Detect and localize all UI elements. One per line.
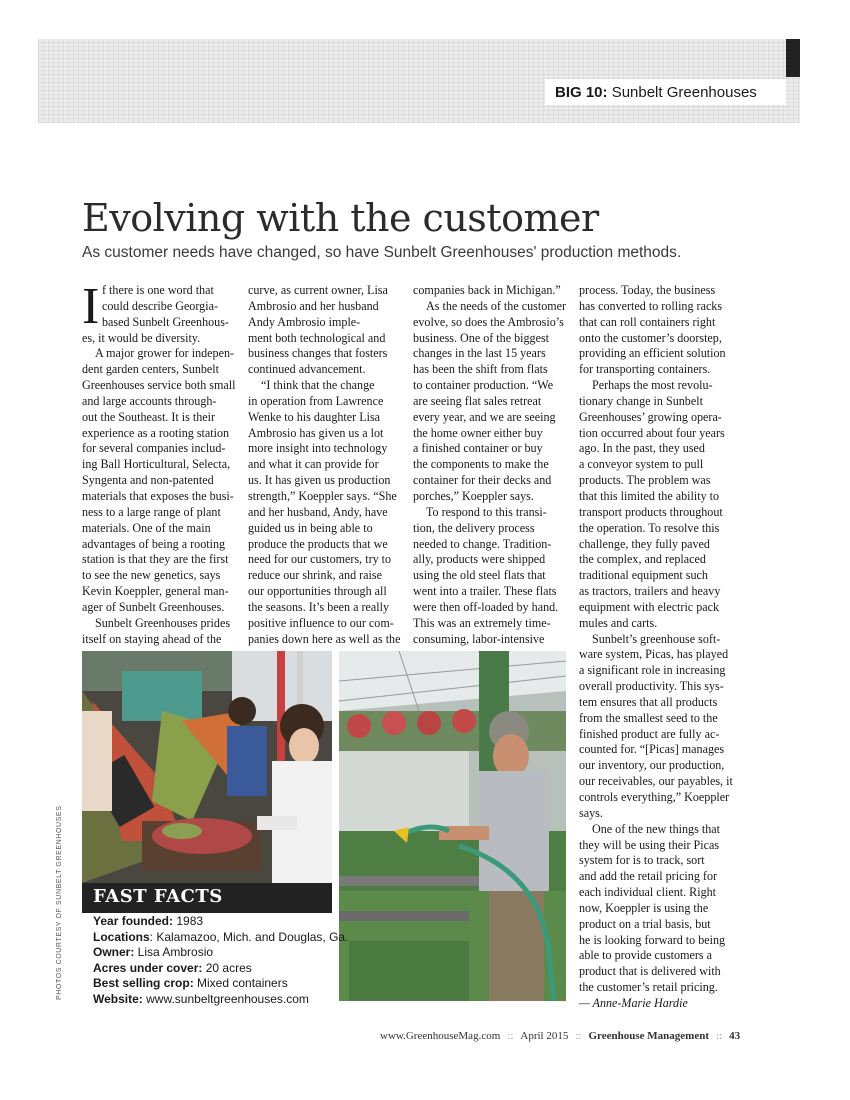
footer-separator: :: — [575, 1030, 582, 1042]
body-text-line: tionary change in Sunbelt — [579, 393, 703, 408]
body-text-line: changes in the last 15 years — [413, 346, 546, 361]
header-accent-block — [786, 39, 800, 77]
body-text-line: porches,” Koeppler says. — [413, 488, 534, 503]
body-text-line: reduce our shrink, and raise — [248, 568, 382, 583]
body-text-line: Greenhouses’ growing opera- — [579, 409, 722, 424]
fact-label: Owner: — [93, 945, 135, 959]
footer-url[interactable]: www.GreenhouseMag.com — [380, 1030, 501, 1042]
fact-best-crop — [93, 976, 348, 992]
body-text-line: itself on staying ahead of the — [82, 631, 222, 646]
fact-label: Locations — [93, 929, 150, 944]
body-text-line: a significant role in increasing — [579, 663, 726, 678]
body-text-line: Andy Ambrosio imple- — [248, 314, 361, 329]
body-text-line: for transporting containers. — [579, 362, 711, 377]
body-text-line: are seeing flat sales retreat — [413, 393, 542, 408]
body-text-line: One of the new things that — [592, 821, 720, 836]
big10-name: Sunbelt Greenhouses — [611, 84, 757, 101]
body-text-line: — Anne-Marie Hardie — [579, 995, 688, 1010]
drop-cap: I — [82, 278, 100, 335]
big10-prefix: BIG 10: — [555, 84, 608, 101]
fact-label: Year founded: — [93, 914, 174, 928]
body-text-line: using the old steel flats that — [413, 568, 546, 583]
body-text-line: Sunbelt Greenhouses prides — [95, 615, 231, 630]
photo-man-watering — [339, 651, 566, 1001]
fact-label: Acres under cover: — [93, 960, 203, 975]
body-text-line: Perhaps the most revolu- — [592, 378, 713, 393]
fact-acres — [93, 961, 348, 977]
body-text-line: es, it would be diversity. — [82, 330, 201, 345]
body-text-line: equipment with electric pack — [579, 599, 720, 614]
body-text-line: our opportunities through all — [248, 584, 387, 599]
body-text-line: dent garden centers, Sunbelt — [82, 362, 220, 377]
page-footer — [380, 1030, 740, 1042]
body-text-line: This was an extremely time- — [413, 615, 551, 630]
fact-value[interactable]: www.sunbeltgreenhouses.com — [142, 991, 309, 1006]
body-text-line: station is that they are the first — [82, 552, 229, 567]
body-text-line: more insight into technology — [248, 441, 388, 456]
body-text-line: companies back in Michigan.” — [413, 283, 561, 297]
body-text-line: to see the new genetics, says — [82, 568, 221, 583]
body-text-line: the operation. To resolve this — [579, 520, 720, 535]
body-text-line: traditional equipment such — [579, 568, 708, 583]
body-text-line: strength,” Koeppler says. “She — [248, 488, 397, 503]
body-text-line: tion occurred about four years — [579, 425, 725, 440]
body-text-line: To respond to this transi- — [426, 504, 547, 519]
body-text-line: ager of Sunbelt Greenhouses. — [82, 599, 225, 614]
fact-owner — [93, 945, 348, 961]
footer-issue: April 2015 — [520, 1030, 569, 1042]
body-text-line: were then off-loaded by hand. — [413, 599, 559, 614]
body-text-line: could describe Georgia- — [102, 298, 218, 313]
body-text-line: every year, and we are seeing — [413, 409, 556, 424]
body-text-line: Ambrosio and her husband — [248, 298, 379, 313]
body-text-line: the home owner either buy — [413, 425, 543, 440]
body-text-line: transport products throughout — [579, 504, 723, 519]
photo-workers-conveyor — [82, 651, 332, 883]
body-text-line: that this limited the ability to — [579, 488, 720, 503]
body-text-line: each individual client. Right — [579, 885, 717, 900]
body-text-line: and her husband, Andy, have — [248, 504, 388, 519]
body-text-line: f there is one word that — [102, 283, 214, 297]
body-text-line: Syngenta and non-patented — [82, 473, 214, 488]
body-text-line: guided us in being able to — [248, 520, 373, 535]
body-text-line: that can roll containers right — [579, 314, 716, 329]
body-text-line: A major grower for indepen- — [95, 346, 235, 361]
body-text-line: ally, products were shipped — [413, 552, 546, 567]
body-text-line: to container production. “We — [413, 378, 554, 393]
body-text-line: product that is delivered with — [579, 964, 721, 979]
body-text-line: process. Today, the business — [579, 283, 716, 297]
body-text-line: challenge, they fully paved — [579, 536, 710, 551]
body-text-line: “I think that the change — [261, 378, 375, 393]
body-text-line: they will be using their Picas — [579, 837, 720, 852]
footer-separator: :: — [507, 1030, 514, 1042]
photo-greenhouse-illustration — [339, 651, 566, 1001]
body-text-line: counted for. “[Picas] manages — [579, 742, 725, 757]
body-text-line: overall productivity. This sys- — [579, 679, 724, 694]
fact-locations — [93, 930, 348, 946]
body-text-line: now, Koeppler is using the — [579, 900, 709, 915]
body-text-line: experience as a rooting station — [82, 425, 230, 440]
fact-label: Website: — [93, 991, 143, 1006]
body-text-line: consuming, labor-intensive — [413, 631, 545, 646]
body-text-line: has converted to rolling racks — [579, 298, 723, 313]
body-text-line: controls everything,” Koeppler — [579, 790, 730, 804]
body-column-2 — [248, 283, 406, 647]
fast-facts-title: FAST FACTS — [93, 886, 223, 907]
article-subhead: As customer needs have changed, so have Sunbelt Greenhouses' production methods. — [82, 244, 682, 261]
body-text-line: mules and carts. — [579, 615, 658, 630]
body-text-line: curve, as current owner, Lisa — [248, 283, 388, 297]
body-text-line: based Sunbelt Greenhous- — [102, 314, 229, 329]
body-text-line: ing Ball Horticultural, Selecta, — [82, 457, 231, 472]
body-text-line: from the smallest seed to the — [579, 710, 718, 725]
body-text-line: product on a trial basis, but — [579, 916, 711, 931]
body-text-line: us. It has given us production — [248, 473, 391, 488]
body-text-line: our inventory, our production, — [579, 758, 725, 773]
fact-value: : Kalamazoo, Mich. and Douglas, Ga. — [149, 929, 349, 944]
body-text-line: evolve, so does the Ambrosio’s — [413, 314, 564, 329]
fact-value: Mixed containers — [193, 976, 288, 990]
body-text-line: tion, the delivery process — [413, 520, 535, 535]
body-text-line: and what it can provide for — [248, 457, 379, 472]
fact-label: Best selling crop: — [93, 976, 194, 990]
body-text-line: our receivables, our payables, it — [579, 774, 733, 789]
body-text-line: for several companies includ- — [82, 441, 226, 456]
body-text-line: advantages of being a rooting — [82, 536, 226, 551]
body-text-line: tem ensures that all products — [579, 694, 718, 709]
fact-year-founded — [93, 914, 348, 930]
body-text-line: says. — [579, 805, 603, 820]
body-text-line: went into a trailer. These flats — [413, 584, 557, 599]
body-text-line: and large accounts through- — [82, 393, 217, 408]
body-text-line: Kevin Koeppler, general man- — [82, 584, 229, 599]
fact-value: 1983 — [173, 914, 204, 928]
body-text-line: out the Southeast. It is their — [82, 409, 216, 424]
body-text-line: finished product are fully ac- — [579, 726, 720, 741]
body-text-line: Wenke to his daughter Lisa — [248, 409, 381, 424]
body-column-3 — [413, 283, 571, 647]
body-text-line: need for our customers, try to — [248, 552, 392, 567]
article-headline: Evolving with the customer — [82, 196, 599, 240]
body-text-line: business. One of the biggest — [413, 330, 550, 345]
body-text-line: produce the products that we — [248, 536, 388, 551]
body-text-line: materials that exposes the busi- — [82, 488, 234, 503]
body-text-line: the seasons. It’s been a really — [248, 599, 390, 614]
body-text-line: onto the customer’s doorstep, — [579, 330, 722, 345]
body-text-line: a conveyor system to pull — [579, 457, 704, 472]
body-text-line: materials. One of the main — [82, 520, 211, 535]
body-text-line: he is looking forward to being — [579, 932, 726, 947]
body-text-line: system for is to track, sort — [579, 853, 705, 868]
body-text-line: ness to a large range of plant — [82, 504, 221, 519]
body-text-line: ago. In the past, they used — [579, 441, 705, 456]
body-text-line: the complex, and replaced — [579, 552, 706, 567]
fact-website — [93, 992, 348, 1008]
body-text-line: continued advancement. — [248, 362, 366, 377]
body-column-4 — [579, 283, 739, 1012]
fast-facts-list — [93, 914, 348, 1007]
body-text-line: a finished container or buy — [413, 441, 543, 456]
body-text-line: ware system, Picas, has played — [579, 647, 729, 662]
body-text-line: panies down here as well as the — [248, 631, 401, 646]
body-text-line: Sunbelt’s greenhouse soft- — [592, 631, 721, 646]
body-text-line: the customer’s retail pricing. — [579, 980, 718, 995]
body-text-line: positive influence to our com- — [248, 615, 394, 630]
body-text-line: needed to change. Tradition- — [413, 536, 552, 551]
body-text-line: products. The problem was — [579, 473, 711, 488]
body-text-line: container for their decks and — [413, 473, 552, 488]
page-number: 43 — [729, 1030, 741, 1042]
body-text-line: has been the shift from flats — [413, 362, 548, 377]
body-text-line: Ambrosio has given us a lot — [248, 425, 384, 440]
body-text-line: as tractors, trailers and heavy — [579, 584, 721, 599]
section-label — [555, 84, 757, 101]
body-text-line: ment both technological and — [248, 330, 386, 345]
body-text-line: Greenhouses service both small — [82, 378, 236, 393]
footer-magazine: Greenhouse Management — [588, 1030, 709, 1042]
body-text-line: As the needs of the customer — [426, 298, 567, 313]
body-text-line: providing an efficient solution — [579, 346, 726, 361]
body-column-1 — [82, 278, 240, 647]
body-text-line: able to provide customers a — [579, 948, 712, 963]
fact-value: 20 acres — [202, 960, 252, 975]
body-text-line: business changes that fosters — [248, 346, 388, 361]
fact-value: Lisa Ambrosio — [134, 945, 214, 959]
photo-workers-illustration — [82, 651, 332, 883]
body-text-line: and add the retail pricing for — [579, 869, 718, 884]
footer-separator: :: — [715, 1030, 723, 1042]
photo-credit: PHOTOS COURTESY OF SUNBELT GREENHOUSES — [56, 805, 63, 1000]
body-text-line: in operation from Lawrence — [248, 393, 384, 408]
body-text-line: the components to make the — [413, 457, 549, 472]
